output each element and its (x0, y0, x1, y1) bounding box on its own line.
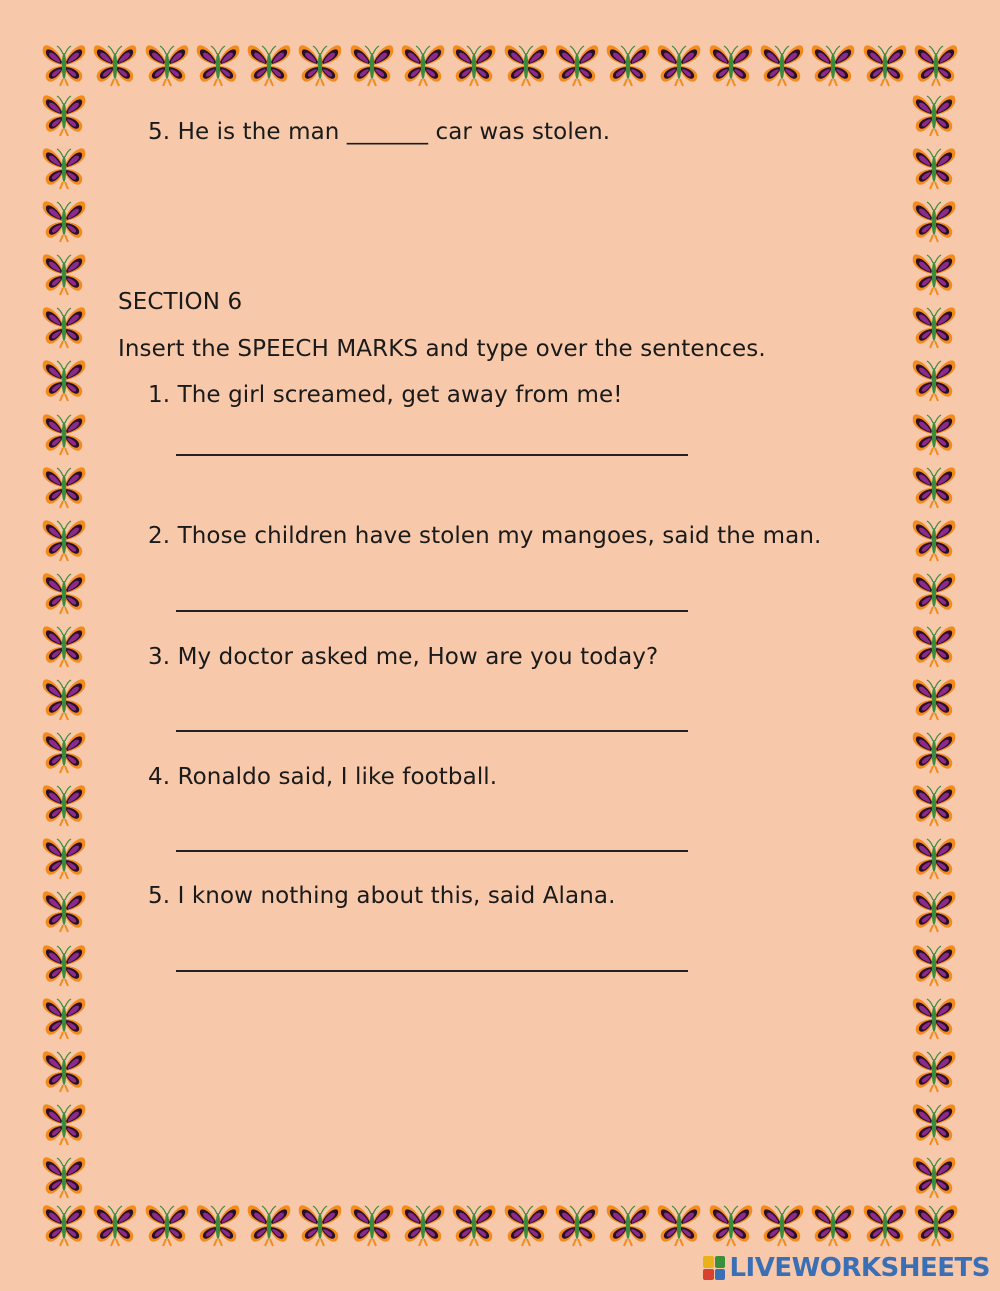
question-text: Ronaldo said, I like football. (177, 764, 498, 790)
answer-line-4 (176, 850, 688, 852)
question-number: 5. (148, 883, 171, 909)
answer-line-3 (176, 730, 688, 732)
answer-input-2[interactable] (176, 574, 696, 608)
instruction-text: Insert the SPEECH MARKS and type over the sentences. (118, 336, 766, 362)
question-number: 5. (148, 119, 171, 145)
question-text: I know nothing about this, said Alana. (177, 883, 616, 909)
answer-line-2 (176, 610, 688, 612)
answer-input-3[interactable] (176, 694, 696, 728)
answer-line-1 (176, 454, 688, 456)
question-text: Those children have stolen my mangoes, said the man. (177, 523, 822, 549)
liveworksheets-logo-icon (703, 1256, 725, 1280)
question-5 (148, 883, 616, 909)
section-title: SECTION 6 (118, 289, 243, 315)
question-2 (148, 523, 821, 549)
question-3 (148, 644, 658, 670)
question-text: My doctor asked me, How are you today? (177, 644, 659, 670)
liveworksheets-logo[interactable] (703, 1253, 990, 1283)
answer-input-4[interactable] (176, 814, 696, 848)
question-1 (148, 382, 623, 408)
question-number: 3. (148, 644, 171, 670)
answer-line-5 (176, 970, 688, 972)
question-text: He is the man _______ car was stolen. (177, 119, 611, 145)
answer-input-5[interactable] (176, 934, 696, 968)
question-number: 1. (148, 382, 171, 408)
logo-text: LIVEWORKSHEETS (729, 1253, 990, 1283)
question-number: 2. (148, 523, 171, 549)
question-number: 4. (148, 764, 171, 790)
question-4 (148, 764, 497, 790)
answer-input-1[interactable] (176, 418, 696, 452)
question-text: The girl screamed, get away from me! (177, 382, 623, 408)
previous-question (148, 119, 610, 145)
